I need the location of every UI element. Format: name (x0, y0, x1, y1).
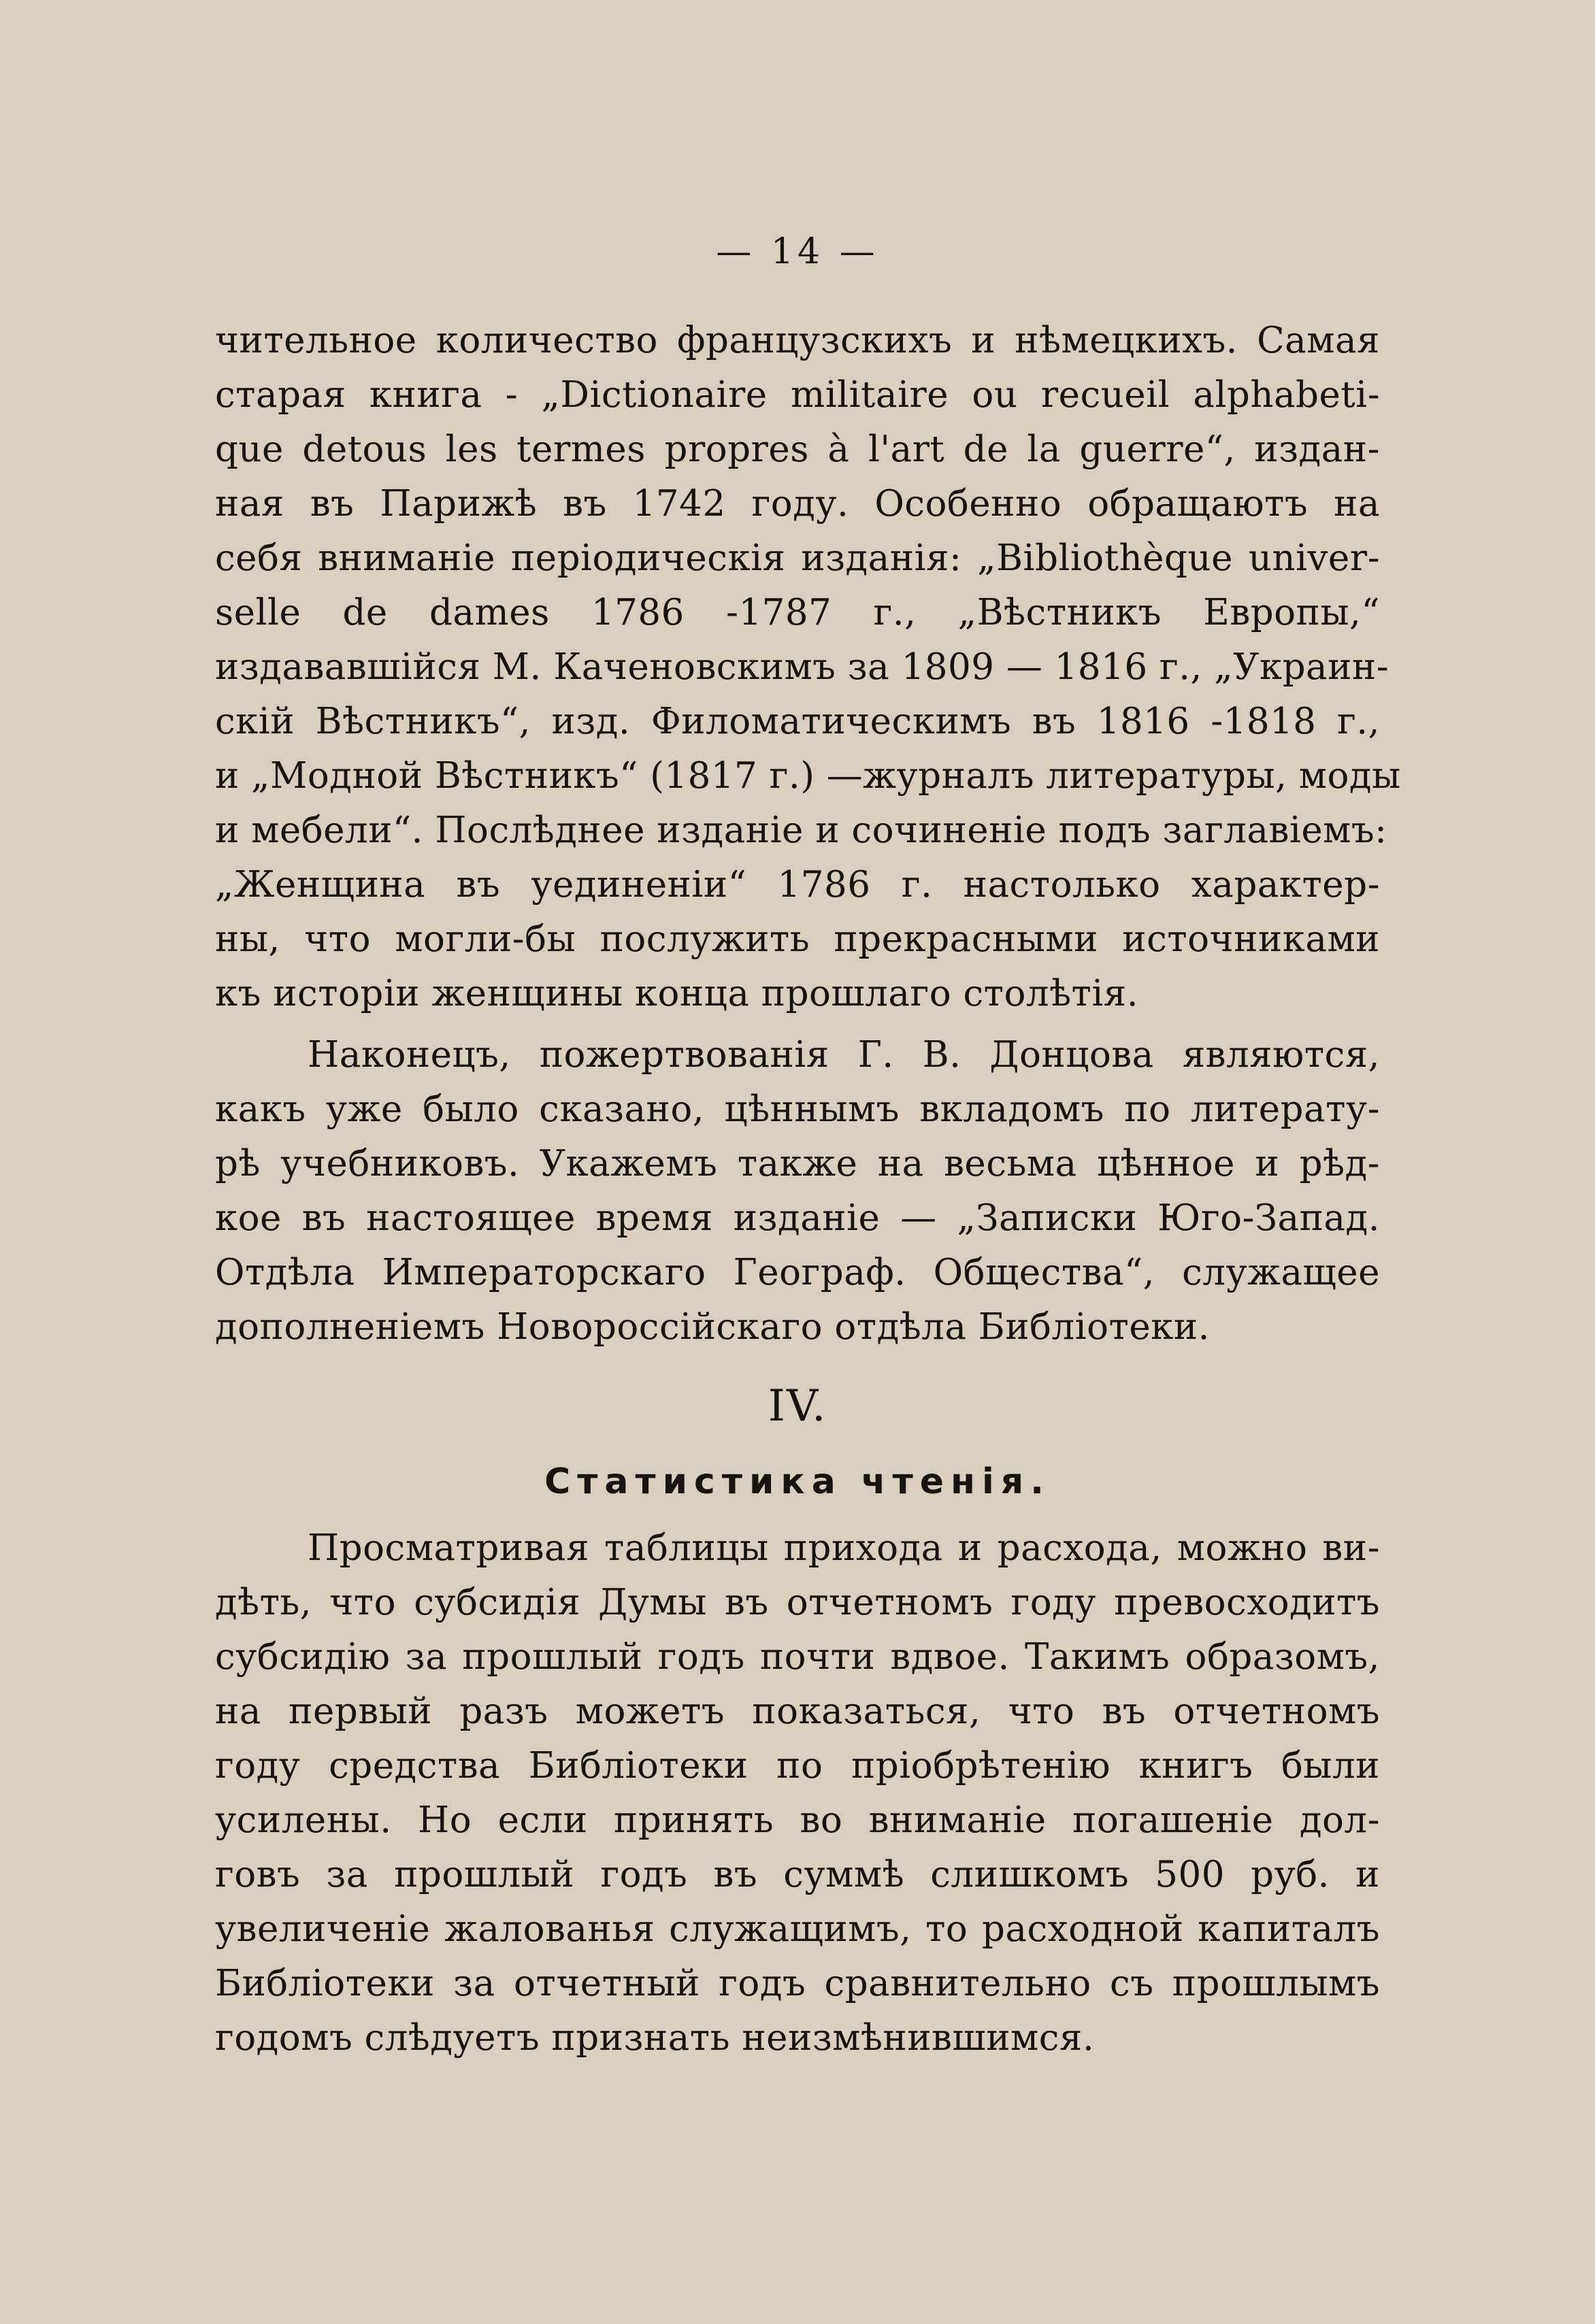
text-line: que detous les termes propres à l'art de la guerre“, издан- (215, 429, 1380, 470)
text-line: кое въ настоящее время изданіе — „Записки Юго-Запад. (215, 1197, 1380, 1239)
text-line: на первый разъ можетъ показаться, что въ отчетномъ (215, 1691, 1380, 1732)
text-line: скій Вѣстникъ“, изд. Филоматическимъ въ 1816 -1818 г., (215, 701, 1380, 742)
section-title: Статистика чтенія. (544, 1461, 1051, 1502)
text-line: дѣть, что субсидія Думы въ отчетномъ году превосходитъ (215, 1582, 1380, 1623)
text-line: ная въ Парижѣ въ 1742 году. Особенно обращаютъ на (215, 483, 1380, 525)
text-line: и мебели“. Послѣднее изданіе и сочиненіе подъ заглавіемъ: (215, 810, 1387, 851)
text-line: ны, что могли-бы послужить прекрасными источниками (215, 918, 1380, 960)
text-line: какъ уже было сказано, цѣннымъ вкладомъ по литерату- (215, 1089, 1380, 1130)
text-line: издававшійся М. Каченовскимъ за 1809 — 1816 г., „Украин- (215, 646, 1390, 688)
text-line: Библіотеки за отчетный годъ сравнительно съ прошлымъ (215, 1963, 1380, 2004)
text-line: году средства Библіотеки по пріобрѣтенію книгъ были (215, 1745, 1380, 1787)
text-line: себя вниманіе періодическія изданія: „Bibliothèque univer- (215, 537, 1380, 579)
section-numeral: IV. (768, 1381, 827, 1431)
text-line: и „Модной Вѣстникъ“ (1817 г.) —журналъ литературы, моды (215, 755, 1401, 797)
text-line: годомъ слѣдуетъ признать неизмѣнившимся. (215, 2017, 1095, 2059)
text-line: selle de dames 1786 -1787 г., „Вѣстникъ Европы,“ (215, 592, 1380, 633)
text-line: говъ за прошлый годъ въ суммѣ слишкомъ 500 руб. и (215, 1854, 1380, 1895)
page-number: — 14 — (716, 231, 879, 272)
text-line: дополненіемъ Новороссійскаго отдѣла Библіотеки. (215, 1306, 1210, 1348)
text-line: Просматривая таблицы прихода и расхода, можно ви- (308, 1527, 1380, 1569)
text-line: старая книга - „Dictionaire militaire ou recueil alphabeti- (215, 374, 1380, 416)
text-line: чительное количество французскихъ и нѣмецкихъ. Самая (215, 320, 1380, 361)
text-line: увеличеніе жалованья служащимъ, то расходной капиталъ (215, 1908, 1380, 1950)
text-line: усилены. Но если принять во вниманіе погашеніе дол- (215, 1799, 1380, 1841)
text-line: „Женщина въ уединеніи“ 1786 г. настолько характер- (215, 864, 1380, 906)
text-line: рѣ учебниковъ. Укажемъ также на весьма цѣнное и рѣд- (215, 1143, 1380, 1184)
text-line: къ исторіи женщины конца прошлаго столѣтія. (215, 973, 1139, 1014)
text-line: Наконецъ, пожертвованія Г. В. Донцова являются, (308, 1034, 1380, 1076)
text-line: Отдѣла Императорскаго Географ. Общества“, служащее (215, 1252, 1380, 1293)
text-line: субсидію за прошлый годъ почти вдвое. Такимъ образомъ, (215, 1636, 1380, 1678)
